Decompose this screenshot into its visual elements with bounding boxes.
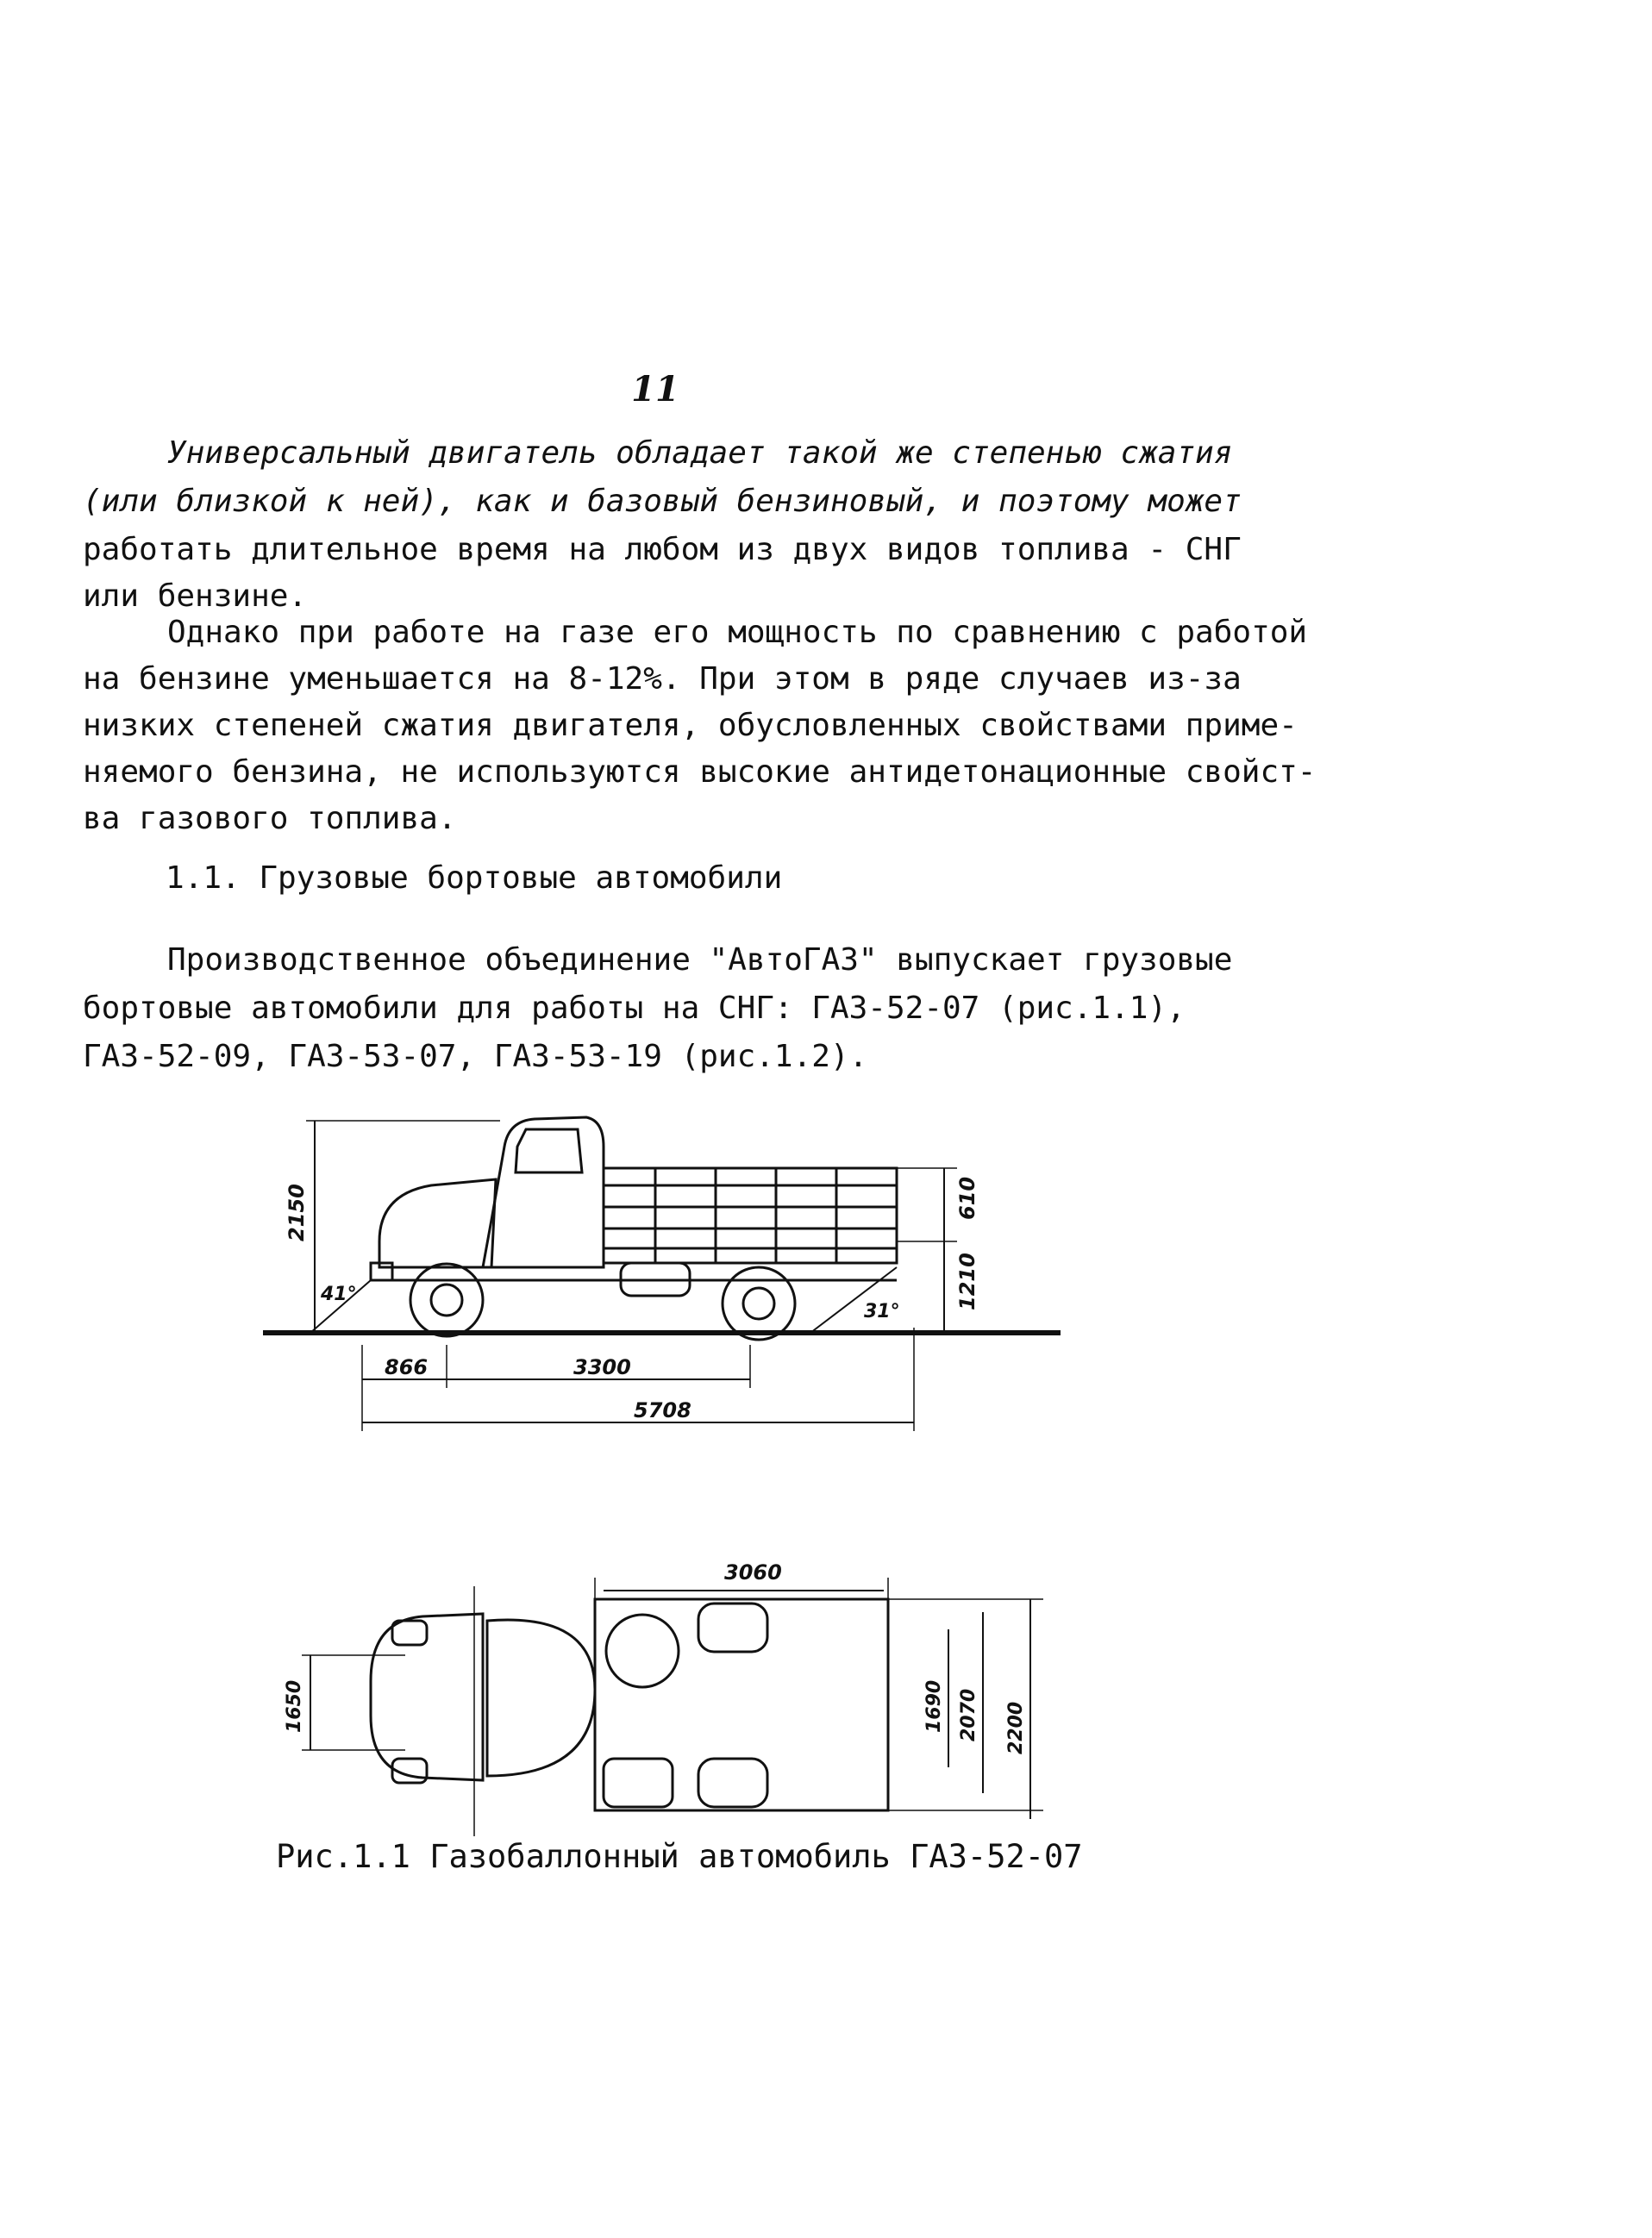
top-rear-wheel-upper [698,1603,767,1652]
dim-platform-height: 1210 [955,1253,979,1310]
dim-rear-track: 1690 [923,1679,945,1733]
dim-body-length: 3060 [724,1560,782,1585]
paragraph-1-line: (или близкой к ней), как и базовый бензиновый, и поэтому может [83,484,1242,519]
dim-body-inner-width: 2070 [958,1688,979,1741]
dim-overall-width: 2200 [1005,1701,1027,1754]
paragraph-3-line: бортовые автомобили для работы на СНГ: ГАЗ-52-07 (рис.1.1), [83,991,1186,1026]
top-cargo-body [595,1599,888,1810]
top-rear-wheel-lower [698,1759,767,1807]
paragraph-2-line: няемого бензина, не используются высокие антидетонационные свойст- [83,754,1317,790]
paragraph-2-line: на бензине уменьшается на 8-12%. При этом в ряде случаев из-за [83,661,1242,697]
figure-caption: Рис.1.1 Газобаллонный автомобиль ГАЗ-52-07 [276,1838,1083,1875]
top-gas-cylinder [606,1615,679,1687]
paragraph-3-line: ГАЗ-52-09, ГАЗ-53-07, ГАЗ-53-19 (рис.1.2). [83,1039,868,1074]
dim-departure-angle: 31° [864,1301,900,1322]
paragraph-2-line: ва газового топлива. [83,801,457,836]
paragraph-2-line: низких степеней сжатия двигателя, обусловленных свойствами приме- [83,708,1298,743]
paragraph-2-line: Однако при работе на газе его мощность по сравнению с работой [167,615,1308,650]
paragraph-1-line: Универсальный двигатель обладает такой же степенью сжатия [167,435,1233,471]
section-heading: 1.1. Грузовые бортовые автомобили [166,860,783,896]
dim-front-overhang: 866 [385,1355,429,1379]
page-number: 11 [631,369,679,409]
dim-front-track: 1650 [284,1679,305,1733]
paragraph-1-line: или бензине. [83,578,308,614]
paragraph-1-line: работать длительное время на любом из двух видов топлива - СНГ [83,532,1242,567]
dim-overall-height: 2150 [285,1184,309,1241]
dim-body-side-height: 610 [955,1176,979,1220]
paragraph-3-line: Производственное объединение "АвтоГАЗ" выпускает грузовые [167,942,1233,978]
dim-approach-angle: 41° [321,1284,357,1305]
dim-wheelbase: 3300 [573,1355,631,1379]
dim-overall-length: 5708 [634,1398,691,1422]
